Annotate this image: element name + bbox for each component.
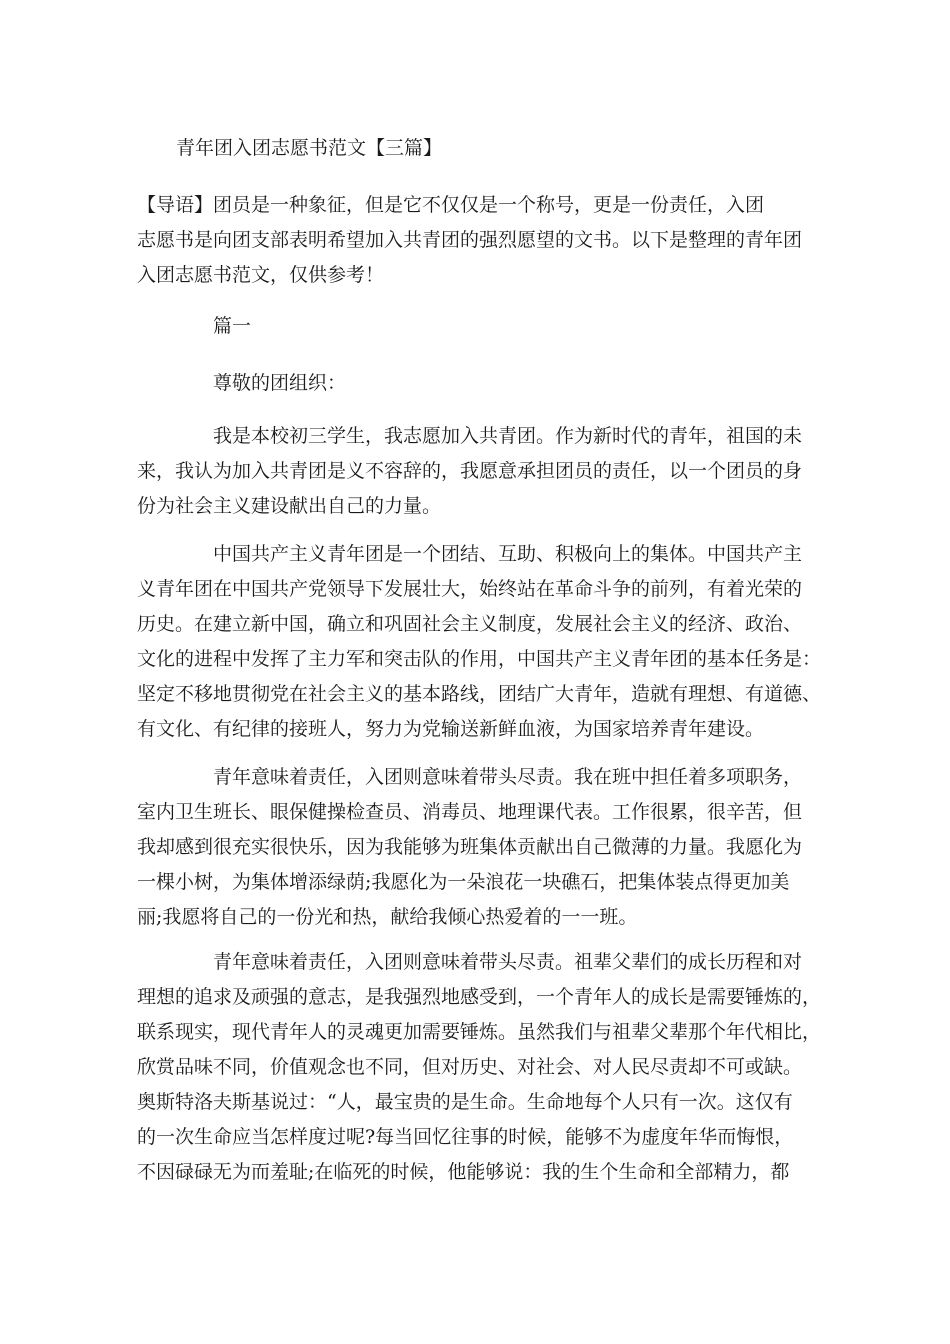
paragraph-line: 历史。在建立新中国，确立和巩固社会主义制度，发展社会主义的经济、政治、 bbox=[137, 613, 803, 635]
paragraph-line: 有文化、有纪律的接班人，努力为党输送新鲜血液，为国家培养青年建设。 bbox=[137, 718, 765, 740]
body-paragraph-2 bbox=[137, 537, 827, 747]
intro-line: 志愿书是向团支部表明希望加入共青团的强烈愿望的文书。以下是整理的青年团 bbox=[137, 229, 803, 251]
paragraph-line: 我是本校初三学生，我志愿加入共青团。作为新时代的青年，祖国的未 bbox=[213, 425, 803, 447]
paragraph-line: 理想的追求及顽强的意志，是我强烈地感受到，一个青年人的成长是需要锤炼的， bbox=[137, 986, 822, 1008]
paragraph-line: 义青年团在中国共产党领导下发展壮大，始终站在革命斗争的前列，有着光荣的 bbox=[137, 578, 803, 600]
paragraph-line: 我却感到很充实很快乐，因为我能够为班集体贡献出自己微薄的力量。我愿化为 bbox=[137, 836, 803, 858]
paragraph-line: 欣赏品味不同，价值观念也不同，但对历史、对社会、对人民尽责却不可或缺。 bbox=[137, 1056, 803, 1078]
intro-line: 入团志愿书范文，仅供参考！ bbox=[137, 264, 385, 286]
body-paragraph-4 bbox=[137, 945, 827, 1190]
paragraph-line: 来，我认为加入共青团是义不容辞的，我愿意承担团员的责任，以一个团员的身 bbox=[137, 460, 803, 482]
section-heading: 篇一 bbox=[213, 315, 252, 337]
salutation: 尊敬的团组织： bbox=[213, 372, 347, 394]
intro-paragraph bbox=[137, 188, 827, 293]
paragraph-line: 一棵小树，为集体增添绿荫;我愿化为一朵浪花一块礁石，把集体装点得更加美 bbox=[137, 871, 790, 893]
body-paragraph-3 bbox=[137, 760, 827, 935]
paragraph-line: 室内卫生班长、眼保健操检查员、消毒员、地理课代表。工作很累，很辛苦，但 bbox=[137, 801, 803, 823]
body-paragraph-1 bbox=[137, 419, 827, 524]
paragraph-line: 的一次生命应当怎样度过呢?每当回忆往事的时候，能够不为虚度年华而悔恨， bbox=[137, 1126, 794, 1148]
paragraph-line: 奥斯特洛夫斯基说过：“人，最宝贵的是生命。生命地每个人只有一次。这仅有 bbox=[137, 1091, 793, 1113]
paragraph-line: 青年意味着责任，入团则意味着带头尽责。我在班中担任着多项职务， bbox=[213, 766, 803, 788]
paragraph-line: 丽;我愿将自己的一份光和热，献给我倾心热爱着的一一班。 bbox=[137, 906, 638, 928]
paragraph-line: 坚定不移地贯彻党在社会主义的基本路线，团结广大青年，造就有理想、有道德、 bbox=[137, 683, 822, 705]
paragraph-line: 不因碌碌无为而羞耻;在临死的时候，他能够说：我的生个生命和全部精力，都 bbox=[137, 1161, 790, 1183]
document-title: 青年团入团志愿书范文【三篇】 bbox=[176, 137, 443, 159]
intro-line: 【导语】团员是一种象征，但是它不仅仅是一个称号，更是一份责任，入团 bbox=[137, 194, 765, 216]
paragraph-line: 青年意味着责任，入团则意味着带头尽责。祖辈父辈们的成长历程和对 bbox=[213, 951, 803, 973]
paragraph-line: 联系现实，现代青年人的灵魂更加需要锤炼。虽然我们与祖辈父辈那个年代相比， bbox=[137, 1021, 822, 1043]
paragraph-line: 份为社会主义建设献出自己的力量。 bbox=[137, 495, 442, 517]
paragraph-line: 文化的进程中发挥了主力军和突击队的作用，中国共产主义青年团的基本任务是： bbox=[137, 648, 822, 670]
paragraph-line: 中国共产主义青年团是一个团结、互助、积极向上的集体。中国共产主 bbox=[213, 543, 803, 565]
